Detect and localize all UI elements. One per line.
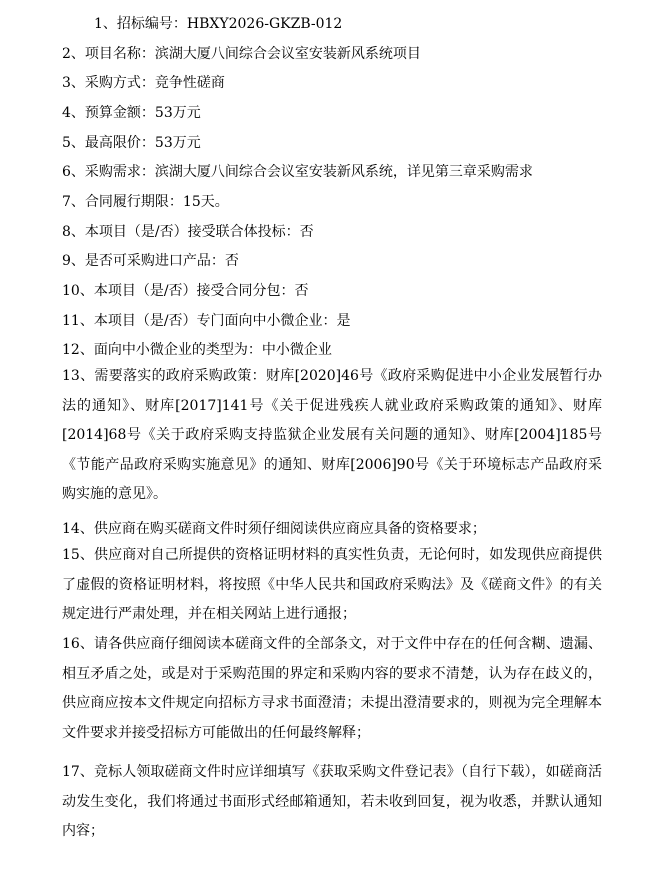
- item-17-registration-form: 17、竞标人领取磋商文件时应详细填写《获取采购文件登记表》（自行下载），如磋商活动发生变化，我们将通过书面形式经邮箱通知，若未收到回复，视为收悉，并默认通知内容；: [62, 764, 602, 840]
- item-16-clarification-requests: 16、请各供应商仔细阅读本磋商文件的全部条文，对于文件中存在的任何含糊、遗漏、相互矛盾之处，或是对于采购范围的界定和采购内容的要求不清楚，认为存在歧义的，供应商应按本文件规定向招标方寻求书面澄清；未提出澄清要求的，则视为完全理解本文件要求并接受招标方可能做出的任何最终解释；: [62, 636, 602, 741]
- item-9-imported-products: 9、是否可采购进口产品：否: [62, 253, 239, 269]
- item-13-procurement-policies: 13、需要落实的政府采购政策：财库[2020]46号《政府采购促进中小企业发展暂行办法的通知》、财库[2017]141号《关于促进残疾人就业政府采购政策的通知》、财库[2014]68号《关于政府采购支持监狱企业发展有关问题的通知》、财库[2004]185号《节能产品政府采购实施意见》的通知、财库[2006]90号《关于环境标志产品政府采购实施的意见》。: [62, 368, 602, 503]
- item-2-project-name: 2、项目名称：滨湖大厦八间综合会议室安装新风系统项目: [62, 46, 421, 62]
- item-7-contract-period: 7、合同履行期限：15天。: [62, 194, 229, 210]
- item-4-budget-amount: 4、预算金额：53万元: [62, 105, 201, 121]
- item-11-sme-oriented: 11、本项目（是/否）专门面向中小微企业：是: [62, 313, 351, 329]
- item-6-procurement-requirement: 6、采购需求：滨湖大厦八间综合会议室安装新风系统，详见第三章采购需求: [62, 164, 533, 180]
- item-5-price-cap: 5、最高限价：53万元: [62, 135, 201, 151]
- item-1-bid-number: 1、招标编号：HBXY2026-GKZB-012: [94, 16, 343, 32]
- item-10-subcontracting: 10、本项目（是/否）接受合同分包：否: [62, 283, 309, 299]
- item-12-sme-type: 12、面向中小微企业的类型为：中小微企业: [62, 342, 332, 358]
- item-15-material-authenticity: 15、供应商对自己所提供的资格证明材料的真实性负责，无论何时，如发现供应商提供了虚假的资格证明材料，将按照《中华人民共和国政府采购法》及《磋商文件》的有关规定进行严肃处理，并在相关网站上进行通报；: [62, 547, 602, 623]
- item-3-procurement-method: 3、采购方式：竞争性磋商: [62, 75, 225, 91]
- item-14-qualification-notice: 14、供应商在购买磋商文件时须仔细阅读供应商应具备的资格要求；: [62, 521, 486, 537]
- item-8-consortium-bidding: 8、本项目（是/否）接受联合体投标：否: [62, 224, 314, 240]
